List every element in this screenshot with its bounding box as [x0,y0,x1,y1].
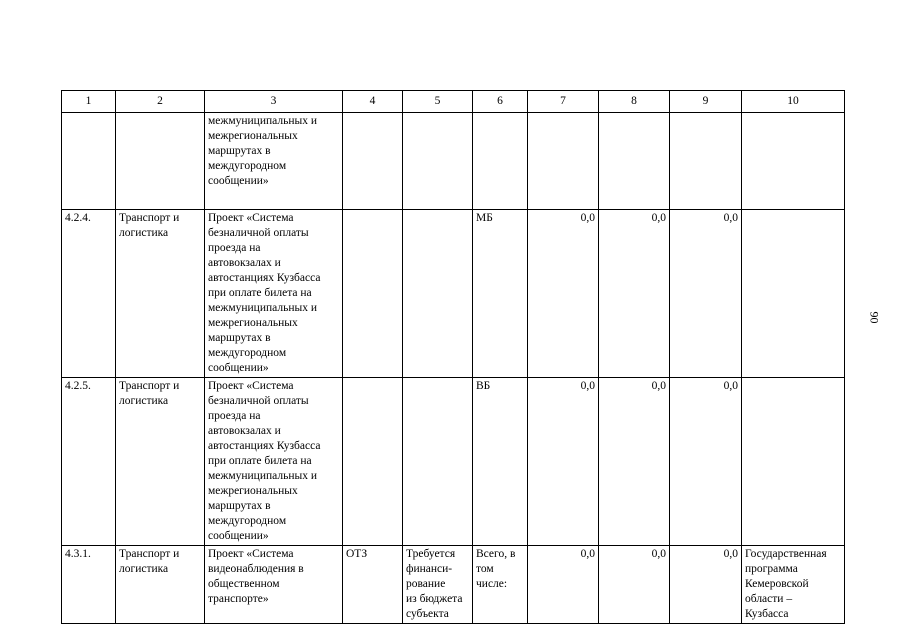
value-col-8 [599,113,670,210]
value-col-8: 0,0 [599,378,670,546]
value-col-9: 0,0 [670,546,742,624]
budget-table [61,90,845,624]
header-cell: 7 [528,91,599,113]
sector: Транспорт и логистика [116,546,205,624]
header-cell: 6 [473,91,528,113]
col-5 [403,210,473,378]
header-cell: 4 [343,91,403,113]
funding-source: ВБ [473,378,528,546]
project-name: межмуниципальных и межрегиональных маршрутах в междугородном сообщении» [205,113,343,210]
col-5: Требуется финанси- рование из бюджета субъекта [403,546,473,624]
value-col-8: 0,0 [599,546,670,624]
program [742,378,845,546]
value-col-7: 0,0 [528,378,599,546]
project-name: Проект «Система безналичной оплаты проезда на автовокзалах и автостанциях Кузбасса при оплате билета на межмуниципальных и межрегиональных маршрутах в междугородном сообщении» [205,378,343,546]
value-col-7 [528,113,599,210]
value-col-7: 0,0 [528,210,599,378]
sector [116,113,205,210]
col-4 [343,378,403,546]
sector: Транспорт и логистика [116,378,205,546]
table-row [62,378,845,546]
value-col-8: 0,0 [599,210,670,378]
col-5 [403,113,473,210]
program: Государственная программа Кемеровской области – Кузбасса [742,546,845,624]
page-number: 90 [867,311,882,324]
col-4 [343,210,403,378]
sector: Транспорт и логистика [116,210,205,378]
row-number: 4.2.4. [62,210,116,378]
value-col-9: 0,0 [670,210,742,378]
header-cell: 1 [62,91,116,113]
row-number: 4.3.1. [62,546,116,624]
header-cell: 9 [670,91,742,113]
value-col-9 [670,113,742,210]
col-4: ОТЗ [343,546,403,624]
table-row [62,546,845,624]
col-4 [343,113,403,210]
program [742,210,845,378]
header-cell: 3 [205,91,343,113]
funding-source [473,113,528,210]
header-row [62,91,845,113]
value-col-7: 0,0 [528,546,599,624]
col-5 [403,378,473,546]
table-row [62,113,845,210]
funding-source: МБ [473,210,528,378]
funding-source: Всего, в том числе: [473,546,528,624]
value-col-9: 0,0 [670,378,742,546]
row-number: 4.2.5. [62,378,116,546]
row-number [62,113,116,210]
project-name: Проект «Система видеонаблюдения в общественном транспорте» [205,546,343,624]
program [742,113,845,210]
header-cell: 8 [599,91,670,113]
table-row [62,210,845,378]
header-cell: 5 [403,91,473,113]
header-cell: 10 [742,91,845,113]
header-cell: 2 [116,91,205,113]
project-name: Проект «Система безналичной оплаты проезда на автовокзалах и автостанциях Кузбасса при оплате билета на межмуниципальных и межрегиональных маршрутах в междугородном сообщении» [205,210,343,378]
